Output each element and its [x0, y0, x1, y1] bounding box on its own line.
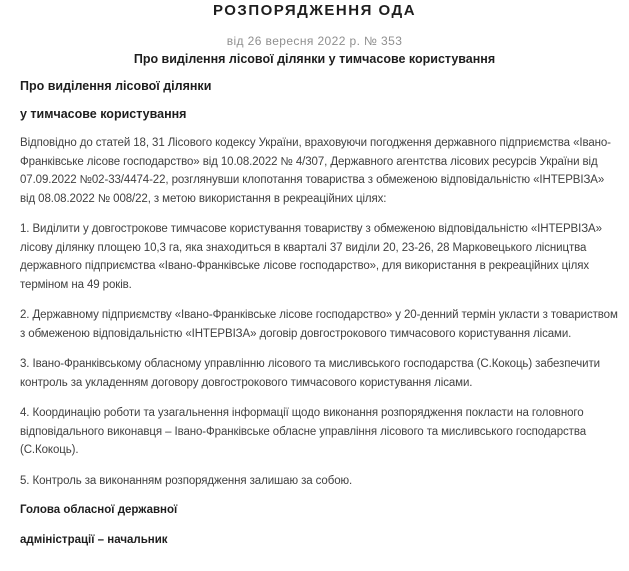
document-date-number: від 26 вересня 2022 р. № 353: [226, 34, 403, 48]
subject-heading-line-1: Про виділення лісової ділянки: [20, 79, 212, 93]
preamble-paragraph: Відповідно до статей 18, 31 Лісового кодексу України, враховуючи погодження державного підприємства «Івано-Франківське лісове господарство» від 10.08.2022 № 4/307, Державного агентства лісових ресурсів України від 07.09.2022 №02-33/4474-22, розглянувши клопотання товариства з обмеженою відповідальністю «ІНТЕРВІЗА» від 08.08.2022 № 008/22, з метою використання в рекреаційних цілях:: [20, 137, 611, 205]
subject-heading-line-2: у тимчасове користування: [20, 107, 187, 121]
order-item-3: 3. Івано-Франківському обласному управлінню лісового та мисливського господарства (С.Кокоць) забезпечити контроль за укладенням договору довгострокового тимчасового користування лісами.: [20, 358, 600, 389]
order-item-2: 2. Державному підприємству «Івано-Франківське лісове господарство» у 20-денний термін укласти з товариством з обмеженою відповідальністю «ІНТЕРВІЗА» договір довгострокового тимчасового користування лісами.: [20, 309, 618, 340]
document-title: РОЗПОРЯДЖЕННЯ ОДА: [212, 2, 417, 19]
signature-block: [20, 501, 621, 549]
order-item-4: 4. Координацію роботи та узагальнення інформації щодо виконання розпорядження покласти на головного відповідального виконавця – Івано-Франківське обласне управління лісового та мисливського господарства (С.Кокоць).: [20, 407, 587, 456]
document-header: [0, 3, 629, 67]
order-item-5: 5. Контроль за виконанням розпорядження залишаю за собою.: [20, 474, 353, 487]
document-subject-centered: Про виділення лісової ділянки у тимчасове користування: [133, 52, 496, 66]
signature-line-1: Голова обласної державної: [20, 504, 178, 516]
document-body: [0, 79, 629, 549]
order-item-1: 1. Виділити у довгострокове тимчасове користування товариству з обмеженою відповідальністю «ІНТЕРВІЗА» лісову ділянку площею 10,3 га, яка знаходиться в кварталі 37 виділи 20, 23-26, 28 Марковецького лісництва державного підприємства «Івано-Франківське лісове господарство», для використання в рекреаційних цілях терміном на 49 років.: [20, 223, 602, 291]
signature-line-2: адміністрації – начальник: [20, 533, 168, 546]
